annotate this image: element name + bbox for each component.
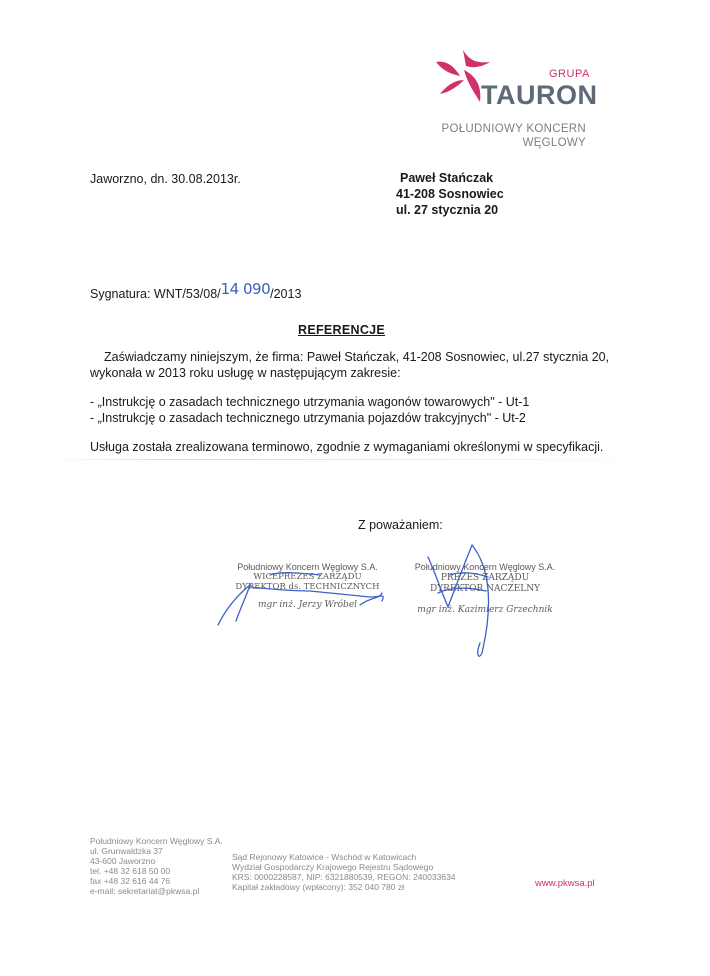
- document-reference: [90, 280, 302, 302]
- recipient-city: 41-208 Sosnowiec: [396, 187, 504, 201]
- signatory-1-org: Południowy Koncern Węglowy S.A.: [237, 562, 378, 572]
- signatory-2-org: Południowy Koncern Węglowy S.A.: [414, 562, 556, 572]
- reference-suffix: /2013: [270, 287, 302, 301]
- footer-left-line: Południowy Koncern Węglowy S.A.: [90, 836, 223, 846]
- document-body: [90, 349, 610, 455]
- signatory-2-role1: PREZES ZARZĄDU: [440, 573, 530, 583]
- scan-artifact-line: [50, 459, 670, 460]
- recipient-address: [396, 170, 504, 218]
- logo-tauron-text: TAURON: [481, 80, 598, 110]
- greeting: Z poważaniem:: [358, 518, 443, 532]
- reference-handwritten: 14 090: [220, 280, 271, 298]
- footer-left-line: fax +48 32 616 44 76: [90, 876, 171, 886]
- recipient-street: ul. 27 stycznia 20: [396, 203, 499, 217]
- footer-mid-line: Kapitał zakładowy (wpłacony): 352 040 780 zł: [232, 882, 404, 892]
- recipient-name: Paweł Stańczak: [400, 171, 494, 185]
- place-date: Jaworzno, dn. 30.08.2013r.: [90, 172, 241, 186]
- document-title: REFERENCJE: [298, 323, 386, 337]
- footer-left-line: 43-600 Jaworzno: [90, 856, 156, 866]
- signatory-1-role2: DYREKTOR ds. TECHNICZNYCH: [235, 582, 380, 592]
- signatory-2-name: mgr inż. Kazimierz Grzechnik: [417, 605, 553, 615]
- footer-left-line: ul. Grunwaldzka 37: [90, 846, 163, 856]
- footer-company-info: [90, 836, 223, 896]
- logo-subtitle: [366, 122, 586, 150]
- footer-mid-line: Sąd Rejonowy Katowice - Wschód w Katowicach: [232, 852, 417, 862]
- signatory-1-role1: WICEPREZES ZARZĄDU: [253, 572, 362, 582]
- service-item-1: - „Instrukcję o zasadach technicznego utrzymania wagonów towarowych" - Ut-1: [90, 395, 530, 409]
- logo-subtitle-line1: POŁUDNIOWY KONCERN: [441, 123, 586, 135]
- handwritten-signatures-icon: [210, 535, 530, 675]
- reference-prefix: Sygnatura: WNT/53/08/: [90, 287, 221, 301]
- body-paragraph: Zaświadczamy niniejszym, że firma: Paweł Stańczak, 41-208 Sosnowiec, ul.27 stycznia 20, wykonała w 2013 roku usługę w następującym zakresie:: [90, 350, 610, 380]
- footer-mid-line: KRS: 0000228587, NIP: 6321880539, REGON: 240033634: [232, 872, 456, 882]
- signatory-2-role2: DYREKTOR NACZELNY: [429, 584, 541, 594]
- closing-sentence: Usługa została zrealizowana terminowo, zgodnie z wymaganiami określonymi w specyfikacji.: [90, 440, 604, 454]
- logo-subtitle-line2: WĘGLOWY: [522, 137, 586, 149]
- footer-website-link[interactable]: www.pkwsa.pl: [535, 878, 595, 889]
- logo-grupa-text: GRUPA: [549, 68, 590, 80]
- footer-left-line: e-mail: sekretariat@pkwsa.pl: [90, 886, 200, 896]
- footer-registry-info: [232, 852, 456, 892]
- footer-mid-line: Wydział Gospodarczy Krajowego Rejestru Sądowego: [232, 862, 434, 872]
- signatory-1-name: mgr inż. Jerzy Wróbel: [257, 600, 358, 610]
- service-item-2: - „Instrukcję o zasadach technicznego utrzymania pojazdów trakcyjnych" - Ut-2: [90, 411, 526, 425]
- footer-left-line: tel. +48 32 618 50 00: [90, 866, 171, 876]
